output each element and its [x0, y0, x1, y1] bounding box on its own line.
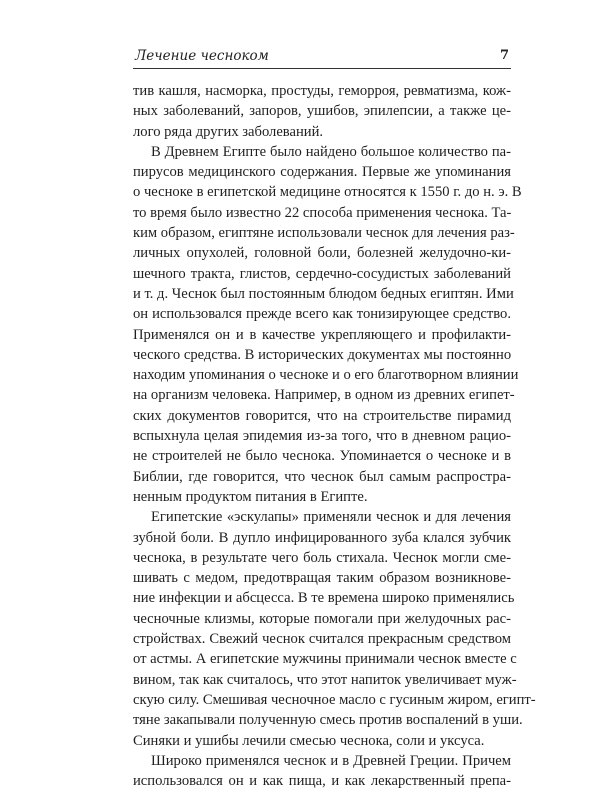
text-line: и т. д. Чеснок был постоянным блюдом бедных египтян. Ими	[133, 285, 514, 302]
header-rule	[133, 68, 511, 69]
paragraph-start-line: Египетские «эскулапы» применяли чеснок и для лечения	[151, 509, 511, 526]
running-header	[133, 47, 511, 69]
text-line: личных опухолей, головной боли, болезней желудочно-ки-	[133, 245, 511, 262]
text-line: чесночные клизмы, которые помогали при желудочных рас-	[133, 610, 511, 627]
page-number: 7	[499, 48, 509, 63]
text-line: Библии, где говорится, что чеснок был самым распростра-	[133, 468, 511, 485]
text-line: Применялся он и в качестве укрепляющего и профилакти-	[133, 326, 511, 343]
text-line: ских документов говорится, что на строительстве пирамид	[133, 407, 511, 424]
text-line: о чесноке в египетской медицине относятся к 1550 г. до н. э. В	[133, 184, 522, 201]
text-line: зубной боли. В дупло инфицированного зуба клался зубчик	[133, 529, 511, 546]
text-line: ческого средства. В исторических документах мы постоянно	[133, 346, 512, 363]
text-line: шечного тракта, глистов, сердечно-сосудистых заболеваний	[133, 265, 511, 282]
text-line: стройствах. Свежий чеснок считался прекрасным средством	[133, 631, 511, 648]
text-line: тив кашля, насморка, простуды, геморроя, ревматизма, кож-	[133, 83, 511, 99]
chapter-title: Лечение чесноком	[135, 48, 269, 64]
text-line: на организм человека. Например, в одном из древних египет-	[133, 387, 515, 404]
text-line: он использовался прежде всего как тонизирующее средство.	[133, 306, 511, 323]
text-line: шивать с медом, предотвращая таким образом возникнове-	[133, 570, 511, 587]
text-line: скую силу. Смешивая чесночное масло с гусиным жиром, египт-	[133, 691, 536, 708]
text-line: чеснока, в результате чего боль стихала. Чеснок могли сме-	[133, 549, 511, 566]
text-line: вспыхнула целая эпидемия из-за того, что в дневном рацио-	[133, 428, 511, 445]
paragraph-start-line: В Древнем Египте было найдено большое количество па-	[151, 143, 511, 160]
text-line: лого ряда других заболеваний.	[133, 123, 324, 140]
text-line: ким образом, египтяне использовали чеснок для лечения раз-	[133, 225, 515, 242]
text-line: Синяки и ушибы лечили смесью чеснока, соли и уксуса.	[133, 732, 485, 749]
text-line: не строителей не было чеснока. Упоминается о чесноке и в	[133, 448, 511, 465]
text-line: пирусов медицинского содержания. Первые же упоминания	[133, 164, 511, 181]
text-line: ние инфекции и абсцесса. В те времена широко применялись	[133, 590, 515, 607]
text-line: от астмы. А египетские мужчины принимали чеснок вместе с	[133, 651, 517, 668]
text-line: вином, так как считалось, что этот напиток увеличивает муж-	[133, 671, 517, 688]
text-line: тяне закапывали полученную смесь против воспалений в уши.	[133, 712, 523, 729]
text-line: находим упоминания о чесноке и о его благотворном влиянии	[133, 367, 519, 384]
text-line: ных заболеваний, запоров, ушибов, эпилепсии, а также це-	[133, 103, 511, 120]
paragraph-start-line: Широко применялся чеснок и в Древней Греции. Причем	[151, 752, 511, 769]
text-line: то время было известно 22 способа применения чеснока. Та-	[133, 204, 512, 221]
text-line: использовался он и как пища, и как лекарственный препа-	[133, 773, 511, 790]
body-text	[133, 81, 536, 791]
text-line: ненным продуктом питания в Египте.	[133, 488, 368, 505]
